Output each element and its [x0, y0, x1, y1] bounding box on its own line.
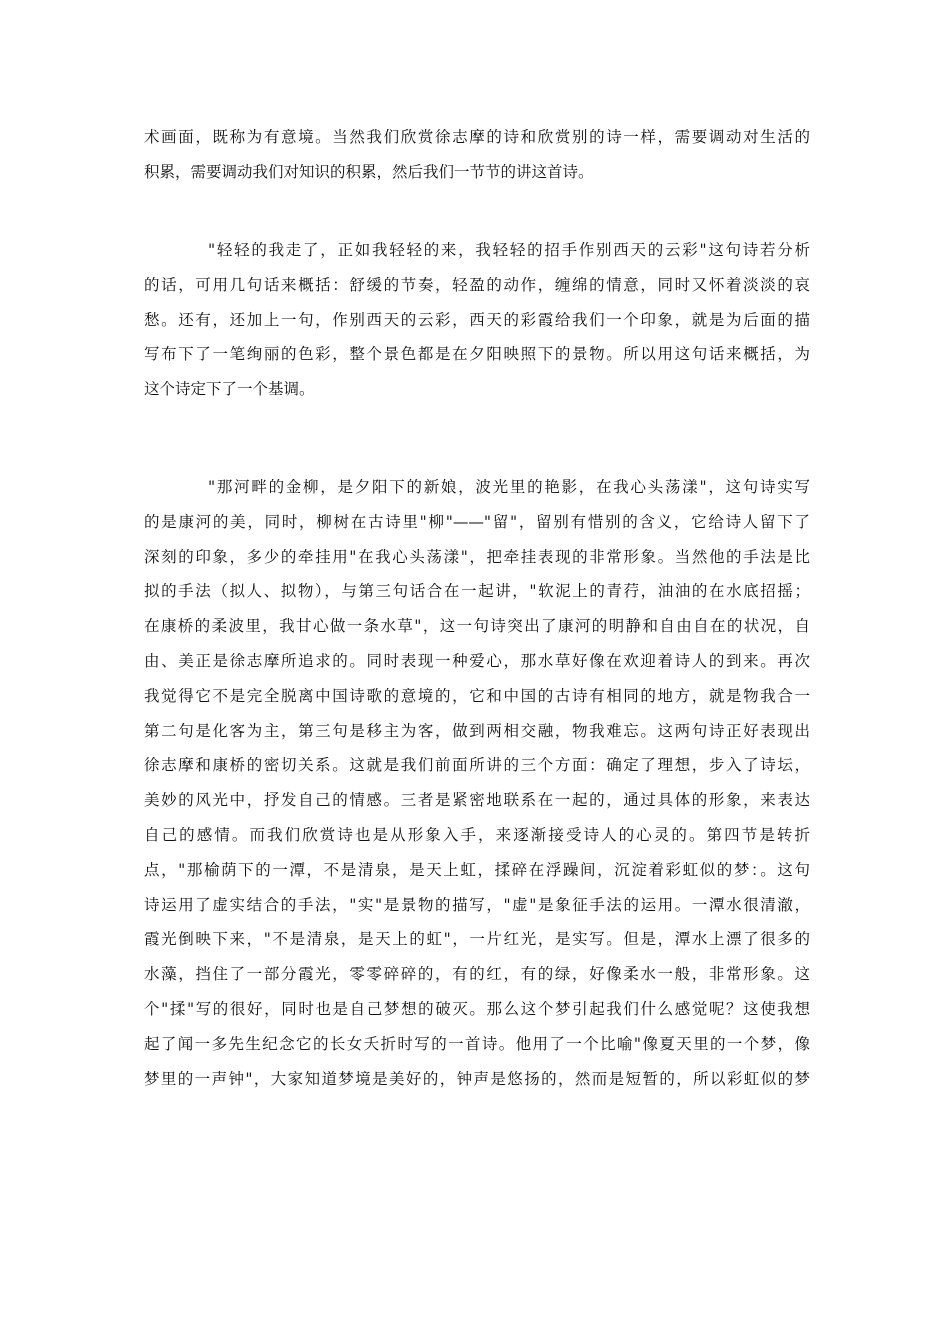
- paragraph-3: [144, 470, 810, 1166]
- paragraph-2-line-1: "轻轻的我走了，正如我轻轻的来，我轻轻的招手作别西天的云彩"这句诗若分析: [208, 241, 810, 259]
- paragraph-3-line-20: [144, 1131, 810, 1166]
- paragraph-3-line-13: 诗运用了虚实结合的手法，"实"是景物的描写，"虚"是象征手法的运用。一潭水很清澈，: [144, 895, 810, 914]
- paragraph-1: [144, 120, 810, 190]
- paragraph-3-line-11: 自己的感情。而我们欣赏诗也是从形象入手，来逐渐接受诗人的心灵的。第四节是转折: [144, 825, 810, 844]
- paragraph-3-line-10: 美妙的风光中，抒发自己的情感。三者是紧密地联系在一起的，通过具体的形象，来表达: [144, 791, 810, 810]
- paragraph-2-line-2: 的话，可用几句话来概括：舒缓的节奏，轻盈的动作，缠绵的情意，同时又怀着淡淡的哀: [144, 275, 810, 294]
- paragraph-2-line-4: 写布下了一笔绚丽的色彩，整个景色都是在夕阳映照下的景物。所以用这句话来概括，为: [144, 345, 810, 364]
- paragraph-3-line-18: 梦里的一声钟"，大家知道梦境是美好的，钟声是悠扬的，然而是短暂的，所以彩虹似的梦: [144, 1069, 810, 1088]
- paragraph-1-line-2: 积累，需要调动我们对知识的积累，然后我们一节节的讲这首诗。: [144, 162, 594, 181]
- paragraph-3-line-4: 拟的手法（拟人、拟物），与第三句话合在一起讲，"软泥上的青荇，油油的在水底招摇；: [144, 582, 810, 601]
- paragraph-3-line-2: 的是康河的美，同时，柳树在古诗里"柳"——"留"，留别有惜别的含义，它给诗人留下了: [144, 512, 810, 531]
- paragraph-2-line-5: 这个诗定下了一个基调。: [144, 380, 315, 399]
- paragraph-3-line-5: 在康桥的柔波里，我甘心做一条水草"，这一句诗突出了康河的明静和自由自在的状况，自: [144, 617, 810, 636]
- paragraph-3-line-7: 我觉得它不是完全脱离中国诗歌的意境的，它和中国的古诗有相同的地方，就是物我合一: [144, 686, 810, 705]
- paragraph-2: [144, 233, 810, 407]
- paragraph-2-line-3: 愁。还有，还加上一句，作别西天的云彩，西天的彩霞给我们一个印象，就是为后面的描: [144, 310, 810, 329]
- paragraph-3-line-15: 水藻，挡住了一部分霞光，零零碎碎的，有的红，有的绿，好像柔水一般，非常形象。这: [144, 965, 810, 984]
- paragraph-3-line-14: 霞光倒映下来，"不是清泉，是天上的虹"，一片红光，是实写。但是，潭水上漂了很多的: [144, 930, 810, 949]
- paragraph-3-line-16: 个"揉"写的很好，同时也是自己梦想的破灭。那么这个梦引起我们什么感觉呢？这使我想: [144, 999, 810, 1018]
- paragraph-1-line-1: 术画面，既称为有意境。当然我们欣赏徐志摩的诗和欣赏别的诗一样，需要调动对生活的: [144, 128, 810, 146]
- paragraph-3-line-19: [144, 1096, 810, 1131]
- paragraph-3-line-17: 起了闻一多先生纪念它的长女夭折时写的一首诗。他用了一个比喻"像夏天里的一个梦，像: [144, 1034, 810, 1053]
- paragraph-3-line-12: 点，"那榆荫下的一潭，不是清泉，是天上虹，揉碎在浮躁间，沉淀着彩虹似的梦：。这句: [144, 860, 810, 879]
- paragraph-3-line-3: 深刻的印象，多少的牵挂用"在我心头荡漾"，把牵挂表现的非常形象。当然他的手法是比: [144, 547, 810, 566]
- paragraph-3-line-9: 徐志摩和康桥的密切关系。这就是我们前面所讲的三个方面：确定了理想，步入了诗坛，: [144, 756, 810, 775]
- paragraph-3-line-1: "那河畔的金柳，是夕阳下的新娘，波光里的艳影，在我心头荡漾"，这句诗实写: [208, 478, 810, 496]
- paragraph-3-line-8: 第二句是化客为主，第三句是移主为客，做到两相交融，物我难忘。这两句诗正好表现出: [144, 721, 810, 740]
- paragraph-3-line-6: 由、美正是徐志摩所追求的。同时表现一种爱心，那水草好像在欢迎着诗人的到来。再次: [144, 651, 810, 670]
